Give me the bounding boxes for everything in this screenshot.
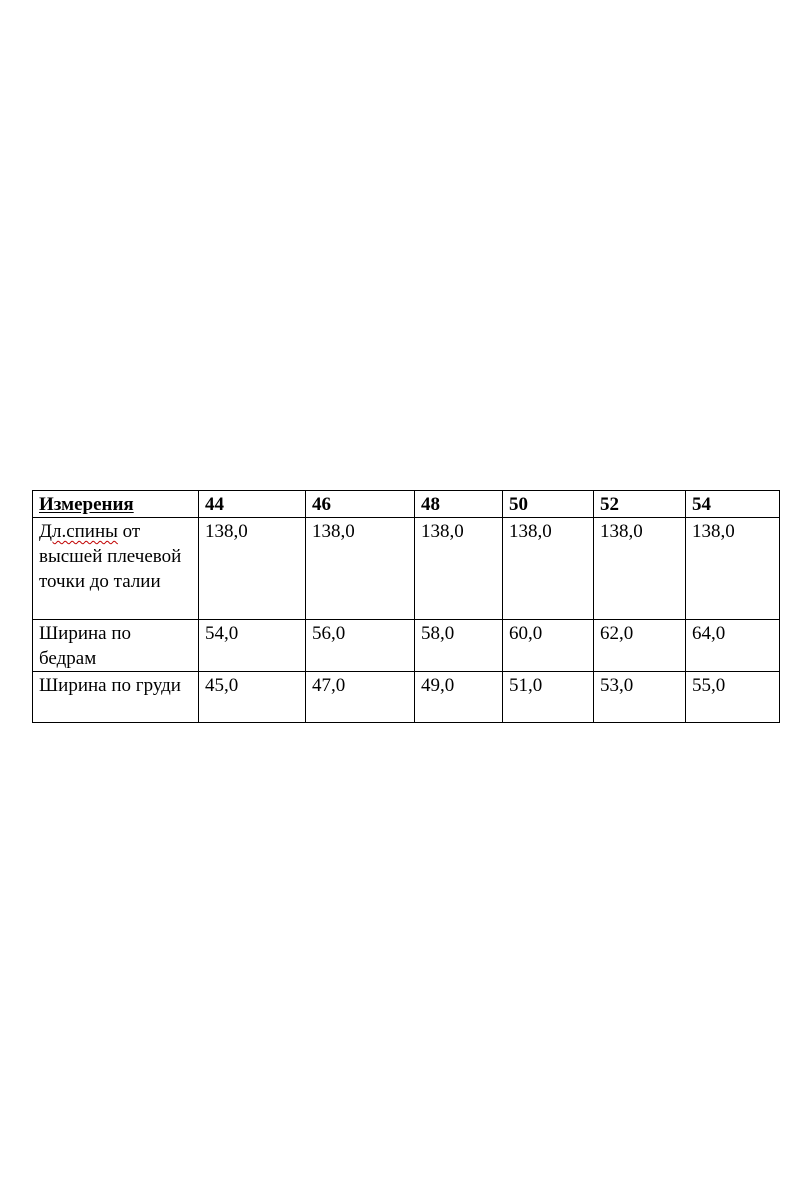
table-cell: 54,0 xyxy=(199,620,306,672)
row-label-back-length xyxy=(33,518,199,620)
table-row xyxy=(33,620,780,672)
spellcheck-word: Дл.спины xyxy=(39,521,118,542)
table-cell: 138,0 xyxy=(306,518,415,620)
table-cell: 53,0 xyxy=(594,672,686,723)
row-label-hip-width: Ширина по бедрам xyxy=(33,620,199,672)
header-size-52: 52 xyxy=(594,491,686,518)
table-header-row xyxy=(33,491,780,518)
size-table xyxy=(32,490,780,723)
table-cell: 64,0 xyxy=(686,620,780,672)
table-row xyxy=(33,518,780,620)
header-size-54: 54 xyxy=(686,491,780,518)
header-size-46: 46 xyxy=(306,491,415,518)
table-cell: 138,0 xyxy=(503,518,594,620)
table-cell: 62,0 xyxy=(594,620,686,672)
table-cell: 58,0 xyxy=(415,620,503,672)
table-cell: 55,0 xyxy=(686,672,780,723)
header-size-50: 50 xyxy=(503,491,594,518)
row-label-rest: от высшей плечевой точки до талии xyxy=(39,521,182,592)
table-cell: 49,0 xyxy=(415,672,503,723)
header-size-48: 48 xyxy=(415,491,503,518)
row-label-chest-width: Ширина по груди xyxy=(33,672,199,723)
table-cell: 56,0 xyxy=(306,620,415,672)
table-cell: 45,0 xyxy=(199,672,306,723)
table-cell: 60,0 xyxy=(503,620,594,672)
header-measurements: Измерения xyxy=(33,491,199,518)
header-size-44: 44 xyxy=(199,491,306,518)
table-row xyxy=(33,672,780,723)
table-cell: 138,0 xyxy=(594,518,686,620)
table-cell: 51,0 xyxy=(503,672,594,723)
table-cell: 138,0 xyxy=(199,518,306,620)
table-cell: 138,0 xyxy=(686,518,780,620)
table-cell: 138,0 xyxy=(415,518,503,620)
table-cell: 47,0 xyxy=(306,672,415,723)
